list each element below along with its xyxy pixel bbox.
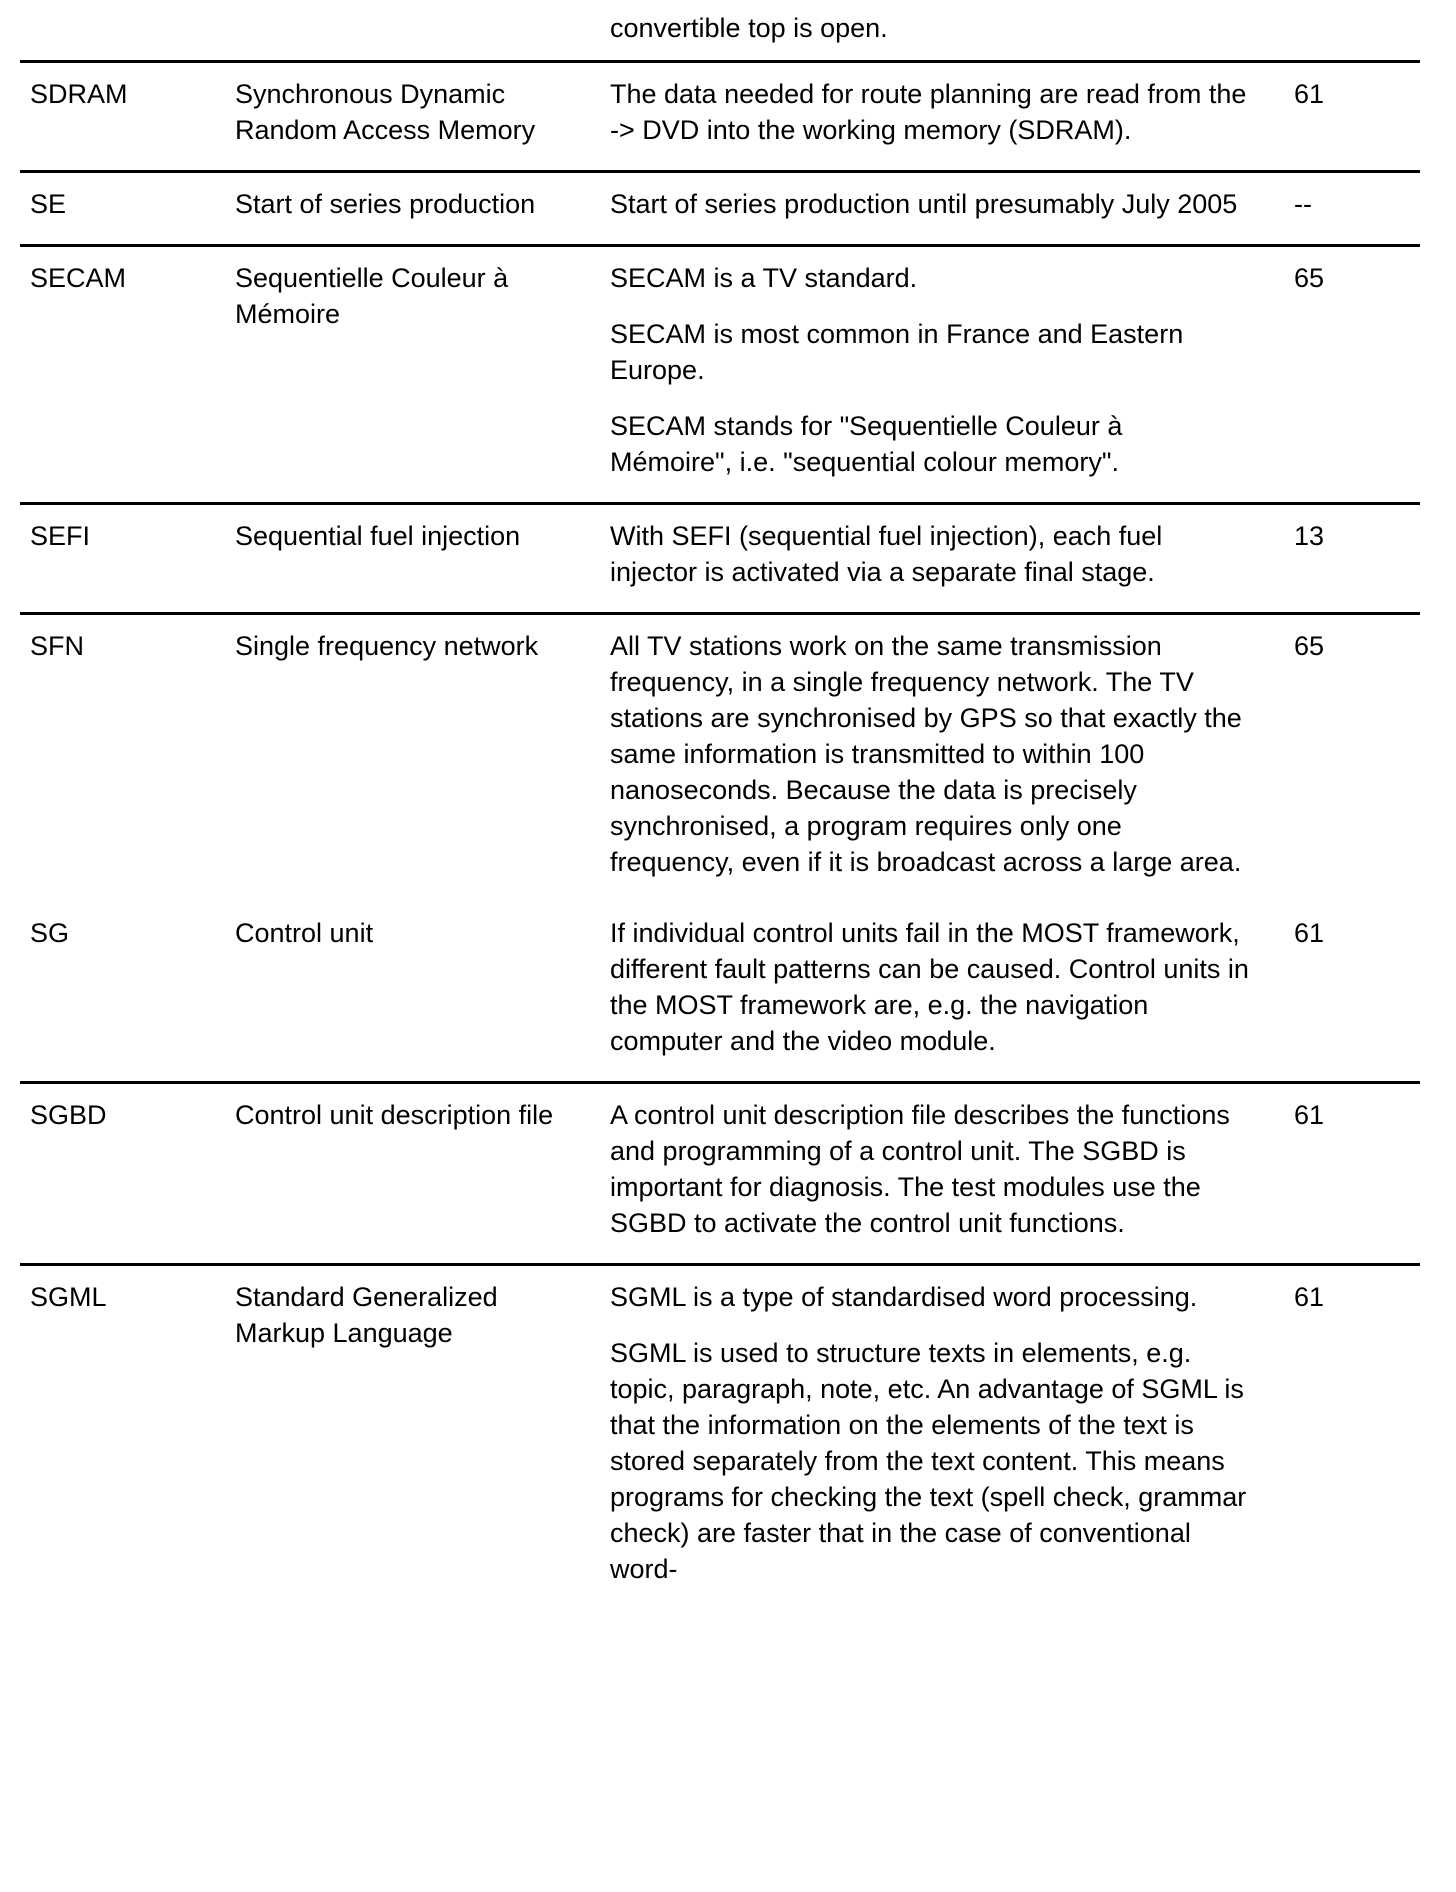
term-cell	[235, 614, 610, 903]
abbreviation-cell	[20, 1083, 235, 1265]
glossary-row	[20, 1083, 1420, 1265]
description-paragraph: SGML is a type of standardised word processing.	[610, 1282, 1198, 1312]
page-number-cell	[1290, 6, 1420, 62]
description-cell	[610, 504, 1290, 614]
page-number-cell	[1290, 1083, 1420, 1265]
description-paragraph: With SEFI (sequential fuel injection), each fuel injector is activated via a separate final stage.	[610, 521, 1163, 587]
abbreviation-cell	[20, 902, 235, 1083]
page-number-cell	[1290, 504, 1420, 614]
abbreviation-cell	[20, 1265, 235, 1610]
description-cell	[610, 246, 1290, 504]
term-text: Control unit description file	[235, 1100, 554, 1130]
glossary-row	[20, 504, 1420, 614]
glossary-row	[20, 62, 1420, 172]
term-cell	[235, 6, 610, 62]
page-number-text: 65	[1294, 631, 1325, 661]
term-cell	[235, 504, 610, 614]
description-cell	[610, 62, 1290, 172]
page-number-text: 61	[1294, 1282, 1325, 1312]
glossary-row	[20, 902, 1420, 1083]
description-cell	[610, 1083, 1290, 1265]
term-text: Control unit	[235, 918, 374, 948]
page-number-text: 61	[1294, 79, 1325, 109]
term-text: Sequentielle Couleur à Mémoire	[235, 263, 509, 329]
glossary-row	[20, 246, 1420, 504]
description-cell	[610, 1265, 1290, 1610]
term-text: Sequential fuel injection	[235, 521, 521, 551]
term-text: Single frequency network	[235, 631, 539, 661]
glossary-row	[20, 1265, 1420, 1610]
glossary-row	[20, 172, 1420, 246]
page-number-cell	[1290, 1265, 1420, 1610]
page-number-text: 65	[1294, 263, 1325, 293]
description-paragraph: A control unit description file describes the functions and programming of a control unit. The SGBD is important for diagnosis. The test modules use the SGBD to activate the control unit functions.	[610, 1100, 1230, 1238]
description-paragraph: All TV stations work on the same transmission frequency, in a single frequency network. The TV stations are synchronised by GPS so that exactly the same information is transmitted to within 100 nanoseconds. Because the data is precisely synchronised, a program requires only one frequency, even if it is broadcast across a large area.	[610, 631, 1242, 877]
term-cell	[235, 62, 610, 172]
description-cell	[610, 172, 1290, 246]
abbreviation-cell	[20, 6, 235, 62]
page-number-text: --	[1294, 189, 1312, 219]
term-cell	[235, 1083, 610, 1265]
abbreviation-text: SEFI	[30, 521, 91, 551]
glossary-row	[20, 614, 1420, 903]
page-number-cell	[1290, 246, 1420, 504]
glossary-body	[20, 6, 1420, 1609]
description-cell	[610, 902, 1290, 1083]
abbreviation-cell	[20, 172, 235, 246]
page-number-cell	[1290, 614, 1420, 903]
abbreviation-cell	[20, 504, 235, 614]
abbreviation-cell	[20, 246, 235, 504]
description-paragraph: If individual control units fail in the MOST framework, different fault patterns can be caused. Control units in the MOST framework are, e.g. the navigation computer and the video module.	[610, 918, 1249, 1056]
description-paragraph: SECAM is a TV standard.	[610, 263, 918, 293]
page-number-cell	[1290, 902, 1420, 1083]
term-cell	[235, 1265, 610, 1610]
description-paragraph: Start of series production until presumably July 2005	[610, 189, 1238, 219]
abbreviation-text: SG	[30, 918, 70, 948]
term-text: Standard Generalized Markup Language	[235, 1282, 498, 1348]
page-number-text: 13	[1294, 521, 1325, 551]
page-number-text: 61	[1294, 918, 1325, 948]
description-cell	[610, 6, 1290, 62]
description-paragraph: The data needed for route planning are read from the -> DVD into the working memory (SDRAM).	[610, 79, 1247, 145]
term-text: Synchronous Dynamic Random Access Memory	[235, 79, 536, 145]
description-paragraph: SECAM is most common in France and Eastern Europe.	[610, 319, 1184, 385]
term-text: Start of series production	[235, 189, 536, 219]
description-cell	[610, 614, 1290, 903]
term-cell	[235, 246, 610, 504]
description-paragraph: SECAM stands for "Sequentielle Couleur à Mémoire", i.e. "sequential colour memory".	[610, 411, 1123, 477]
description-paragraph: SGML is used to structure texts in elements, e.g. topic, paragraph, note, etc. An advantage of SGML is that the information on the elements of the text is stored separately from the text content. This means programs for checking the text (spell check, grammar check) are faster that in the case of conventional word-	[610, 1338, 1247, 1584]
abbreviation-cell	[20, 62, 235, 172]
page-number-text: 61	[1294, 1100, 1325, 1130]
abbreviation-text: SGBD	[30, 1100, 107, 1130]
abbreviation-text: SECAM	[30, 263, 127, 293]
abbreviation-text: SFN	[30, 631, 84, 661]
abbreviation-text: SGML	[30, 1282, 107, 1312]
term-cell	[235, 172, 610, 246]
term-cell	[235, 902, 610, 1083]
abbreviation-cell	[20, 614, 235, 903]
abbreviation-text: SE	[30, 189, 67, 219]
page-number-cell	[1290, 172, 1420, 246]
description-paragraph: convertible top is open.	[610, 13, 888, 43]
glossary-table	[20, 6, 1420, 1609]
glossary-row	[20, 6, 1420, 62]
abbreviation-text: SDRAM	[30, 79, 128, 109]
page-number-cell	[1290, 62, 1420, 172]
